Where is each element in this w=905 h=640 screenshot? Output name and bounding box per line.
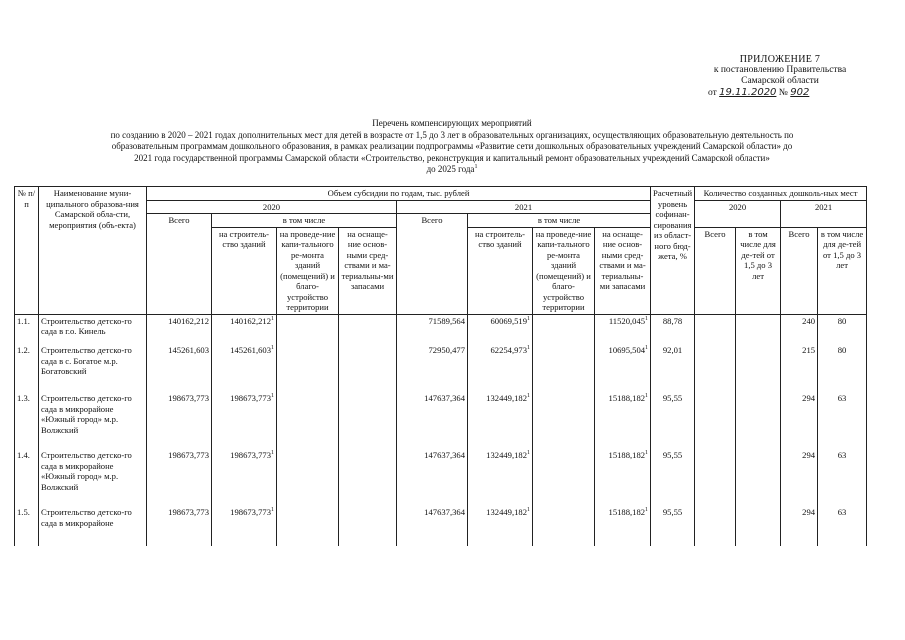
header-year-2020: 2020 bbox=[147, 200, 397, 214]
cell-repair-2021 bbox=[533, 449, 595, 506]
row-num: 1.1. bbox=[15, 314, 39, 344]
cell-construction-2020: 198673,773$^1$ bbox=[212, 449, 277, 506]
header-name: Наименование муни-ципального образова-ния Самарской обла-сти, мероприятия (объ-екта) bbox=[39, 187, 147, 315]
cell-total-2021: 147637,364 bbox=[397, 506, 468, 546]
cell-repair-2021 bbox=[533, 344, 595, 392]
row-name: Строительство детско-го сада в с. Богатое м.р. Богатовский bbox=[39, 344, 147, 392]
appendix-line-2: Самарской области bbox=[741, 76, 819, 86]
cell-total-2021: 72950,477 bbox=[397, 344, 468, 392]
table-row bbox=[15, 344, 867, 392]
cell-repair-2020 bbox=[277, 449, 339, 506]
header-places-age-2020: в том числе для де-тей от 1,5 до 3 лет bbox=[736, 227, 781, 314]
cell-equipment-2020 bbox=[339, 392, 397, 449]
date-prefix: от bbox=[708, 88, 717, 98]
cell-total-2021: 147637,364 bbox=[397, 449, 468, 506]
header-subsidy: Объем субсидии по годам, тыс. рублей bbox=[147, 187, 651, 201]
cell-places-2020 bbox=[695, 314, 736, 344]
header-cofinancing: Расчетный уровень софинан-сирования из област-ного бюд-жета, % bbox=[651, 187, 695, 315]
cell-places-2021: 294 bbox=[781, 506, 818, 546]
header-year-2021: 2021 bbox=[397, 200, 651, 214]
title-line-4: 2021 года государственной программы Самарской области «Строительство, реконструкция и капитальный ремонт образовательных учреждений Самарской области» bbox=[134, 152, 770, 163]
handwritten-number: 902 bbox=[790, 87, 810, 98]
cell-places-2020 bbox=[695, 449, 736, 506]
cell-total-2020: 198673,773 bbox=[147, 449, 212, 506]
cell-repair-2021 bbox=[533, 506, 595, 546]
header-equipment-2020: на оснаще-ние основ-ными сред-ствами и ма-териальны-ми запасами bbox=[339, 227, 397, 314]
cell-repair-2020 bbox=[277, 506, 339, 546]
cell-cofinancing: 95,55 bbox=[651, 506, 695, 546]
cell-construction-2021: 132449,182$^1$ bbox=[468, 392, 533, 449]
cell-places-age-2020 bbox=[736, 392, 781, 449]
compensating-measures-table bbox=[14, 186, 867, 546]
cell-repair-2021 bbox=[533, 392, 595, 449]
cell-construction-2020: 198673,773$^1$ bbox=[212, 506, 277, 546]
cell-places-2020 bbox=[695, 506, 736, 546]
cell-equipment-2021: 15188,182$^1$ bbox=[595, 392, 651, 449]
cell-repair-2020 bbox=[277, 344, 339, 392]
header-incl-2021: в том числе bbox=[468, 214, 651, 228]
cell-equipment-2021: 11520,045$^1$ bbox=[595, 314, 651, 344]
cell-cofinancing: 92,01 bbox=[651, 344, 695, 392]
cell-construction-2020: 145261,603$^1$ bbox=[212, 344, 277, 392]
title-line-1: Перечень компенсирующих мероприятий bbox=[372, 118, 532, 128]
title-line-5: до 2025 года$^1$ bbox=[426, 164, 478, 174]
cell-repair-2020 bbox=[277, 314, 339, 344]
cell-equipment-2020 bbox=[339, 314, 397, 344]
table-row bbox=[15, 314, 867, 344]
header-places-age-2021: в том числе для де-тей от 1,5 до 3 лет bbox=[818, 227, 867, 314]
cell-equipment-2020 bbox=[339, 449, 397, 506]
header-places-2020: 2020 bbox=[695, 200, 781, 227]
cell-cofinancing: 95,55 bbox=[651, 392, 695, 449]
cell-places-2020 bbox=[695, 344, 736, 392]
cell-total-2020: 198673,773 bbox=[147, 392, 212, 449]
cell-total-2021: 147637,364 bbox=[397, 392, 468, 449]
cell-equipment-2020 bbox=[339, 506, 397, 546]
cell-construction-2021: 132449,182$^1$ bbox=[468, 449, 533, 506]
header-places-total-2021: Всего bbox=[781, 227, 818, 314]
header-num: № п/п bbox=[15, 187, 39, 315]
appendix-line-1: к постановлению Правительства bbox=[713, 65, 847, 75]
row-num: 1.2. bbox=[15, 344, 39, 392]
appendix-date-line bbox=[700, 87, 860, 99]
header-equipment-2021: на оснаще-ние основ-ными сред-ствами и ма-териальны-ми запасами bbox=[595, 227, 651, 314]
row-name: Строительство детско-го сада в г.о. Кинель bbox=[39, 314, 147, 344]
cell-total-2020: 145261,603 bbox=[147, 344, 212, 392]
header-places-total-2020: Всего bbox=[695, 227, 736, 314]
cell-places-age-2021: 80 bbox=[818, 344, 867, 392]
document-title bbox=[20, 118, 884, 176]
cell-places-2021: 215 bbox=[781, 344, 818, 392]
cell-cofinancing: 88,78 bbox=[651, 314, 695, 344]
cell-equipment-2021: 15188,182$^1$ bbox=[595, 506, 651, 546]
appendix-block bbox=[700, 54, 860, 99]
cell-places-age-2021: 63 bbox=[818, 449, 867, 506]
cell-places-2021: 294 bbox=[781, 392, 818, 449]
row-name: Строительство детско-го сада в микрорайоне «Южный город» м.р. Волжский bbox=[39, 392, 147, 449]
number-label: № bbox=[778, 88, 788, 98]
table-row bbox=[15, 392, 867, 449]
handwritten-date: 19.11.2020 bbox=[719, 87, 777, 98]
cell-places-age-2020 bbox=[736, 449, 781, 506]
title-line-3: образовательным программам дошкольного образования, в рамках реализации подпрограммы «Развитие сети дошкольных образовательных учреждений Самарской области» до bbox=[111, 141, 793, 151]
appendix-title: ПРИЛОЖЕНИЕ 7 bbox=[739, 54, 821, 65]
row-name: Строительство детско-го сада в микрорайоне bbox=[39, 506, 147, 546]
cell-total-2020: 140162,212 bbox=[147, 314, 212, 344]
cell-construction-2021: 132449,182$^1$ bbox=[468, 506, 533, 546]
cell-places-age-2020 bbox=[736, 506, 781, 546]
header-repair-2021: на проведе-ние капи-тального ре-монта зданий (помещений) и благо-устройство территории bbox=[533, 227, 595, 314]
header-construction-2021: на строитель-ство зданий bbox=[468, 227, 533, 314]
header-total-2021: Всего bbox=[397, 214, 468, 315]
cell-repair-2020 bbox=[277, 392, 339, 449]
header-places: Количество созданных дошколь-ных мест bbox=[695, 187, 867, 201]
cell-construction-2020: 198673,773$^1$ bbox=[212, 392, 277, 449]
cell-equipment-2021: 15188,182$^1$ bbox=[595, 449, 651, 506]
row-num: 1.3. bbox=[15, 392, 39, 449]
cell-cofinancing: 95,55 bbox=[651, 449, 695, 506]
cell-construction-2020: 140162,212$^1$ bbox=[212, 314, 277, 344]
cell-places-2021: 240 bbox=[781, 314, 818, 344]
header-places-2021: 2021 bbox=[781, 200, 867, 227]
header-total-2020: Всего bbox=[147, 214, 212, 315]
cell-places-age-2020 bbox=[736, 344, 781, 392]
row-name: Строительство детско-го сада в микрорайоне «Южный город» м.р. Волжский bbox=[39, 449, 147, 506]
cell-total-2020: 198673,773 bbox=[147, 506, 212, 546]
cell-places-age-2021: 80 bbox=[818, 314, 867, 344]
header-repair-2020: на проведе-ние капи-тального ре-монта зданий (помещений) и благо-устройство территории bbox=[277, 227, 339, 314]
table-row bbox=[15, 506, 867, 546]
header-incl-2020: в том числе bbox=[212, 214, 397, 228]
cell-places-age-2020 bbox=[736, 314, 781, 344]
cell-places-age-2021: 63 bbox=[818, 392, 867, 449]
cell-repair-2021 bbox=[533, 314, 595, 344]
cell-places-2021: 294 bbox=[781, 449, 818, 506]
cell-equipment-2021: 10695,504$^1$ bbox=[595, 344, 651, 392]
cell-construction-2021: 62254,973$^1$ bbox=[468, 344, 533, 392]
cell-construction-2021: 60069,519$^1$ bbox=[468, 314, 533, 344]
row-num: 1.4. bbox=[15, 449, 39, 506]
title-line-2: по созданию в 2020 – 2021 годах дополнительных мест для детей в возрасте от 1,5 до 3 лет в образовательных организациях, осуществляющих образовательную деятельность по bbox=[110, 129, 794, 140]
row-num: 1.5. bbox=[15, 506, 39, 546]
table-row bbox=[15, 449, 867, 506]
cell-equipment-2020 bbox=[339, 344, 397, 392]
header-construction-2020: на строитель-ство зданий bbox=[212, 227, 277, 314]
cell-places-2020 bbox=[695, 392, 736, 449]
cell-places-age-2021: 63 bbox=[818, 506, 867, 546]
cell-total-2021: 71589,564 bbox=[397, 314, 468, 344]
